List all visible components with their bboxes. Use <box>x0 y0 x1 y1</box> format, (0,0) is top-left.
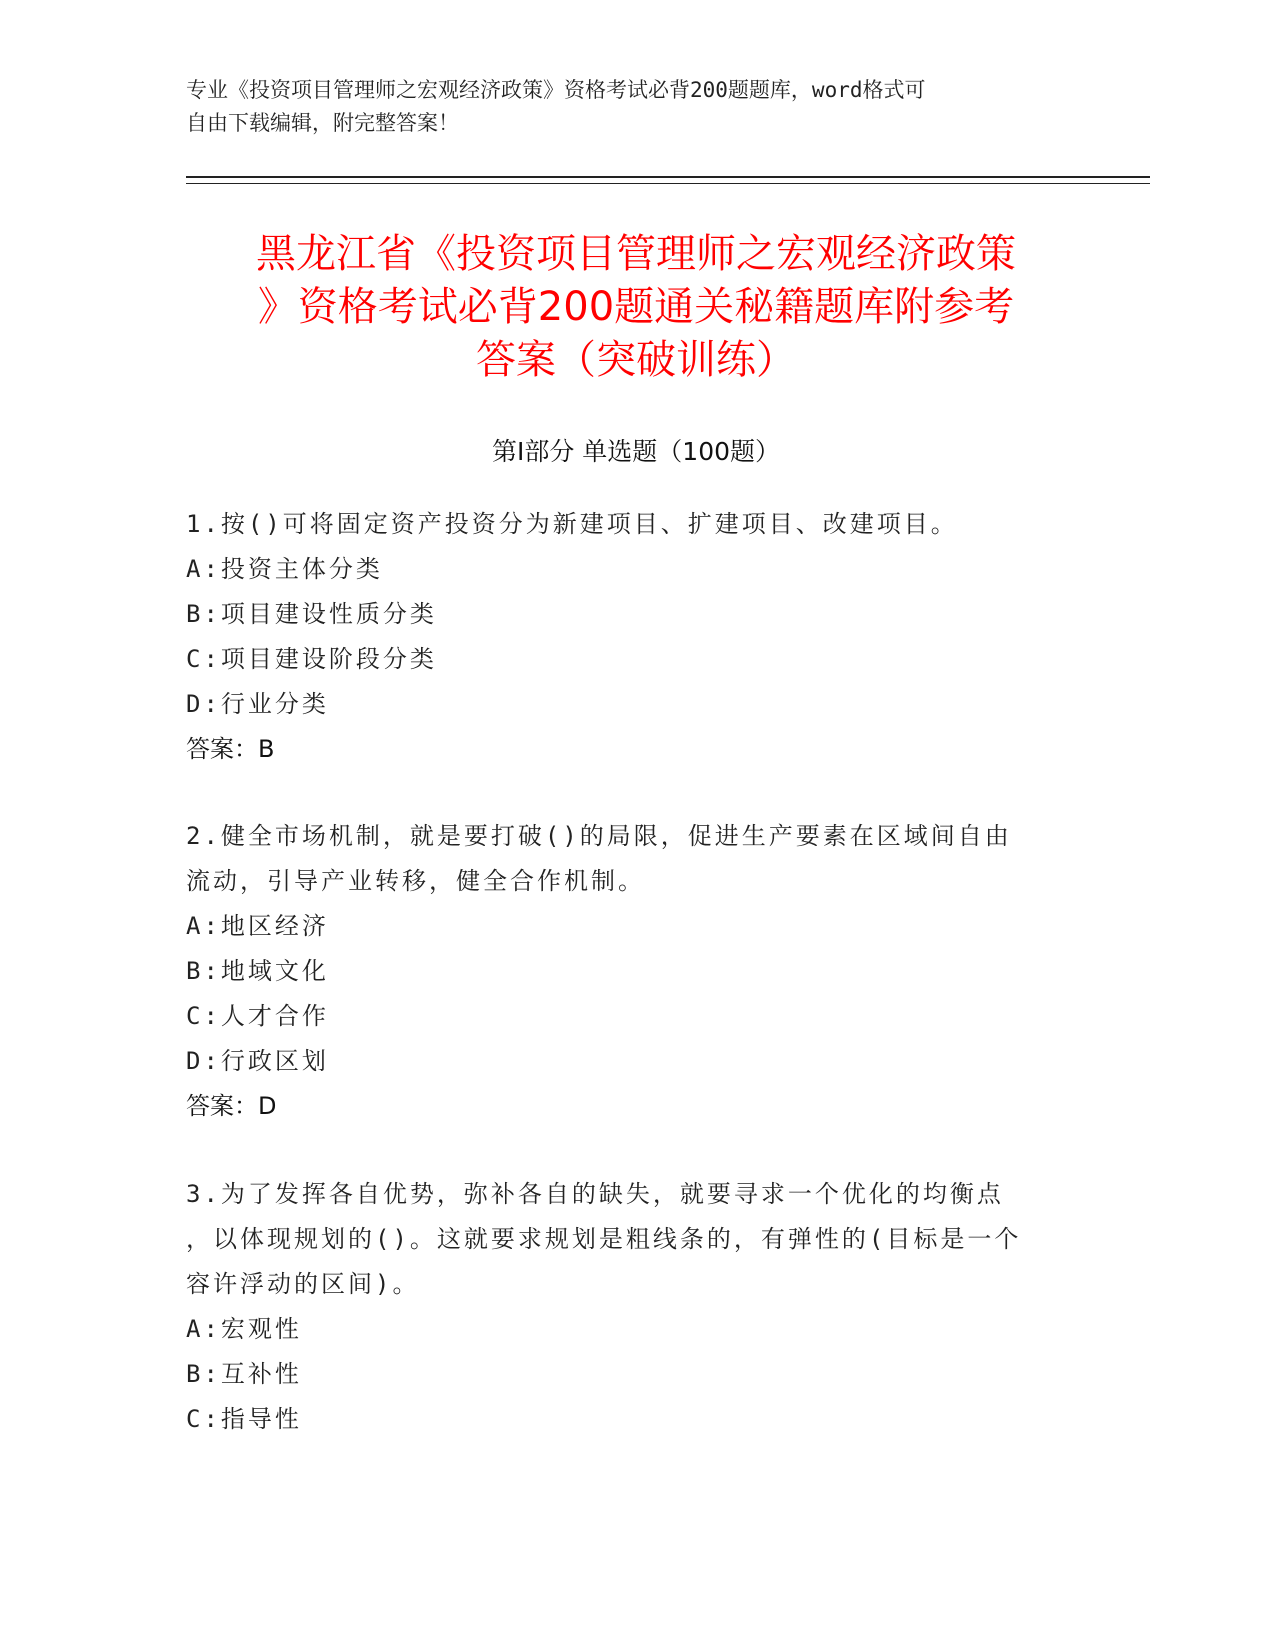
question-stem: 3.为了发挥各自优势，弥补各自的缺失，就要寻求一个优化的均衡点 <box>186 1180 1004 1208</box>
option-a: A:投资主体分类 <box>186 555 383 583</box>
question-stem: 容许浮动的区间)。 <box>186 1270 420 1298</box>
option-b: B:项目建设性质分类 <box>186 600 437 628</box>
option-c: C:人才合作 <box>186 1002 329 1030</box>
question-stem: ，以体现规划的()。这就要求规划是粗线条的，有弹性的(目标是一个 <box>186 1225 1022 1253</box>
option-c: C:指导性 <box>186 1405 302 1433</box>
question-3 <box>186 1172 1066 1442</box>
title-line-2: 》资格考试必背200题通关秘籍题库附参考 <box>257 284 1015 330</box>
header-line-2: 自由下载编辑，附完整答案！ <box>186 111 459 135</box>
document-header <box>186 74 1066 140</box>
option-c: C:项目建设阶段分类 <box>186 645 437 673</box>
answer: 答案：B <box>186 735 275 763</box>
question-stem: 1.按()可将固定资产投资分为新建项目、扩建项目、改建项目。 <box>186 510 958 538</box>
option-d: D:行政区划 <box>186 1047 329 1075</box>
document-title <box>186 228 1086 387</box>
title-line-3: 答案（突破训练） <box>476 337 796 383</box>
option-b: B:互补性 <box>186 1360 302 1388</box>
option-d: D:行业分类 <box>186 690 329 718</box>
header-line-1: 专业《投资项目管理师之宏观经济政策》资格考试必背200题题库，word格式可 <box>186 78 926 102</box>
header-divider-thin <box>186 183 1150 184</box>
question-stem: 2.健全市场机制，就是要打破()的局限，促进生产要素在区域间自由 <box>186 822 1012 850</box>
question-stem: 流动，引导产业转移，健全合作机制。 <box>186 867 645 895</box>
answer: 答案：D <box>186 1092 277 1120</box>
question-1 <box>186 502 1066 772</box>
question-2 <box>186 814 1066 1129</box>
header-divider-thick <box>186 176 1150 178</box>
title-line-1: 黑龙江省《投资项目管理师之宏观经济政策 <box>256 231 1016 277</box>
option-b: B:地域文化 <box>186 957 329 985</box>
option-a: A:宏观性 <box>186 1315 302 1343</box>
section-heading: 第Ⅰ部分 单选题（100题） <box>491 437 781 466</box>
option-a: A:地区经济 <box>186 912 329 940</box>
